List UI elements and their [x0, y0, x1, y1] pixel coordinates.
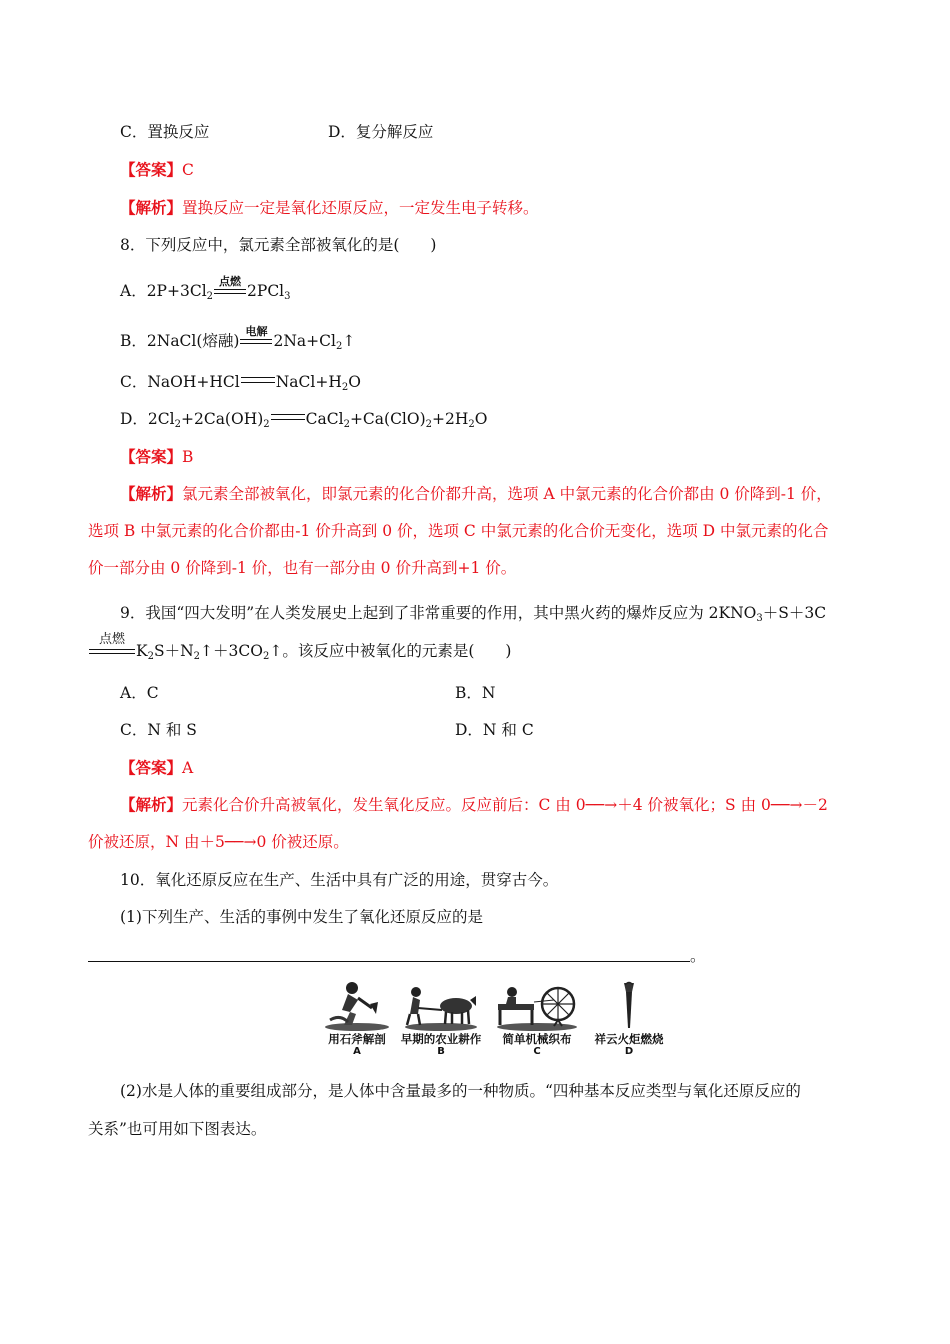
answer-value: C [182, 161, 194, 179]
answer-label: 【答案】 [120, 447, 183, 466]
q9-analysis-line-2: 价被还原，N 由＋5──→0 价被还原。 [88, 833, 349, 851]
q10-part-2-line-1: (2)水是人体的重要组成部分，是人体中含量最多的一种物质。“四种基本反应类型与氧化还原反应的 [120, 1082, 801, 1100]
answer-label: 【答案】 [120, 160, 183, 179]
equation-part: +2H [432, 410, 469, 428]
figure-letter: D [624, 1046, 634, 1057]
q8-analysis-line-2: 选项 B 中氯元素的化合价都由-1 价升高到 0 价，选项 C 中氯元素的化合价无变化，选项 D 中氯元素的化合 [88, 522, 829, 540]
equals-sign [271, 414, 305, 420]
figure-letter: B [437, 1046, 445, 1057]
q10-part-2-line-2: 关系”也可用如下图表达。 [88, 1120, 267, 1138]
subscript: 2 [193, 651, 201, 662]
oxidation-examples-figure [312, 980, 672, 1070]
answer-blank-line [88, 961, 690, 962]
reaction-condition [239, 325, 273, 352]
q7-option-c: C．置换反应 [120, 123, 210, 141]
q8-answer [120, 446, 193, 468]
loom-icon [494, 980, 580, 1032]
subscript: 2 [341, 382, 349, 393]
equals-sign [214, 289, 246, 294]
equation-part: A．2P+3Cl [120, 282, 207, 300]
equation-part: ↑。该反应中被氧化的元素是( ) [269, 642, 512, 660]
analysis-label: 【解析】 [120, 198, 183, 217]
q9-stem-line-1 [120, 602, 826, 624]
q7-answer [120, 159, 194, 181]
figure-item-d [584, 980, 674, 1070]
answer-value: A [182, 759, 194, 777]
q10-stem: 10．氧化还原反应在生产、生活中具有广泛的用途，贯穿古今。 [120, 871, 559, 889]
subscript: 2 [206, 291, 214, 302]
q8-analysis-line-1 [120, 483, 832, 505]
torch-icon [609, 980, 649, 1032]
equation-part: S＋N [153, 642, 194, 660]
q8-stem: 8．下列反应中，氯元素全部被氧化的是( ) [120, 236, 437, 254]
subscript: 2 [262, 651, 270, 662]
condition-text: 点燃 [98, 632, 125, 647]
equation-part: O [474, 410, 488, 428]
subscript: 2 [174, 419, 181, 430]
figure-item-a [312, 980, 402, 1070]
subscript: 2 [335, 341, 343, 352]
q8-option-a [120, 275, 291, 302]
subscript: 3 [284, 291, 291, 302]
q9-option-c: C．N 和 S [120, 721, 197, 739]
condition-text: 电解 [245, 325, 268, 338]
equation-part: +2Ca(OH) [180, 410, 264, 428]
figure-item-b [396, 980, 486, 1070]
stem-text: 9．我国“四大发明”在人类发展史上起到了非常重要的作用，其中黑火药的爆炸反应为 2KNO [120, 604, 757, 622]
equals-sign [240, 339, 272, 344]
equation-part: ↑＋3CO [200, 642, 263, 660]
equation-part: D．2Cl [120, 410, 175, 428]
equation-part: B．2NaCl(熔融) [120, 332, 240, 350]
equation-part: +Ca(ClO) [349, 410, 426, 428]
subscript: 3 [756, 613, 763, 624]
analysis-text: 元素化合价升高被氧化，发生氧化反应。反应前后：C 由 0──→＋4 价被氧化；S 由 0──→－2 [182, 796, 828, 814]
answer-value: B [182, 448, 194, 466]
equation-part: CaCl [305, 410, 344, 428]
figure-label: 早期的农业耕作 [400, 1032, 482, 1046]
analysis-text: 氯元素全部被氧化，即氯元素的化合价都升高，选项 A 中氯元素的化合价都由 0 价降到-1 价， [182, 485, 832, 503]
equation-part: O [348, 373, 361, 391]
equation-part: NaCl+H [275, 373, 342, 391]
q8-analysis-line-3: 价一部分由 0 价降到-1 价，也有一部分由 0 价升高到+1 价。 [88, 559, 517, 577]
analysis-text: 置换反应一定是氧化还原反应，一定发生电子转移。 [182, 199, 539, 217]
equation-part: K [136, 642, 148, 660]
subscript: 2 [263, 419, 270, 430]
subscript: 2 [425, 419, 433, 430]
figure-item-c [492, 980, 582, 1070]
q8-option-d [120, 408, 488, 430]
figure-letter: C [533, 1046, 541, 1057]
figure-label: 用石斧解剖 [328, 1032, 386, 1046]
equals-sign [241, 377, 275, 383]
q9-option-a: A．C [120, 684, 159, 702]
ox-plough-icon [402, 980, 480, 1032]
analysis-label: 【解析】 [120, 484, 183, 503]
stone-axe-icon [322, 980, 392, 1032]
q7-analysis [120, 197, 539, 219]
q9-analysis-line-1 [120, 794, 828, 816]
stem-text: ＋S＋3C [762, 604, 827, 622]
q9-answer [120, 757, 193, 779]
q8-option-c [120, 371, 361, 393]
figure-letter: A [353, 1046, 361, 1057]
q8-option-b [120, 325, 356, 352]
q9-option-d: D．N 和 C [455, 721, 534, 739]
q9-stem-line-2 [88, 632, 512, 662]
equation-part: C．NaOH+HCl [120, 373, 240, 391]
reaction-condition [213, 275, 247, 302]
subscript: 2 [343, 419, 350, 430]
equation-part: 2PCl [247, 282, 285, 300]
blank-end-mark: 。 [690, 947, 706, 965]
q10-part-1: (1)下列生产、生活的事例中发生了氧化还原反应的是 [120, 908, 483, 926]
equation-part: 2Na+Cl [273, 332, 336, 350]
q9-option-b: B．N [455, 684, 496, 702]
analysis-label: 【解析】 [120, 795, 183, 814]
subscript: 2 [468, 419, 475, 430]
figure-label: 祥云火炬燃烧 [594, 1032, 664, 1046]
reaction-condition [88, 632, 136, 662]
figure-label: 简单机械织布 [502, 1032, 572, 1046]
subscript: 2 [147, 651, 154, 662]
answer-label: 【答案】 [120, 758, 183, 777]
gas-arrow: ↑ [342, 332, 356, 350]
condition-text: 点燃 [219, 275, 242, 288]
q7-option-d: D．复分解反应 [328, 123, 434, 141]
equals-sign [89, 649, 135, 654]
